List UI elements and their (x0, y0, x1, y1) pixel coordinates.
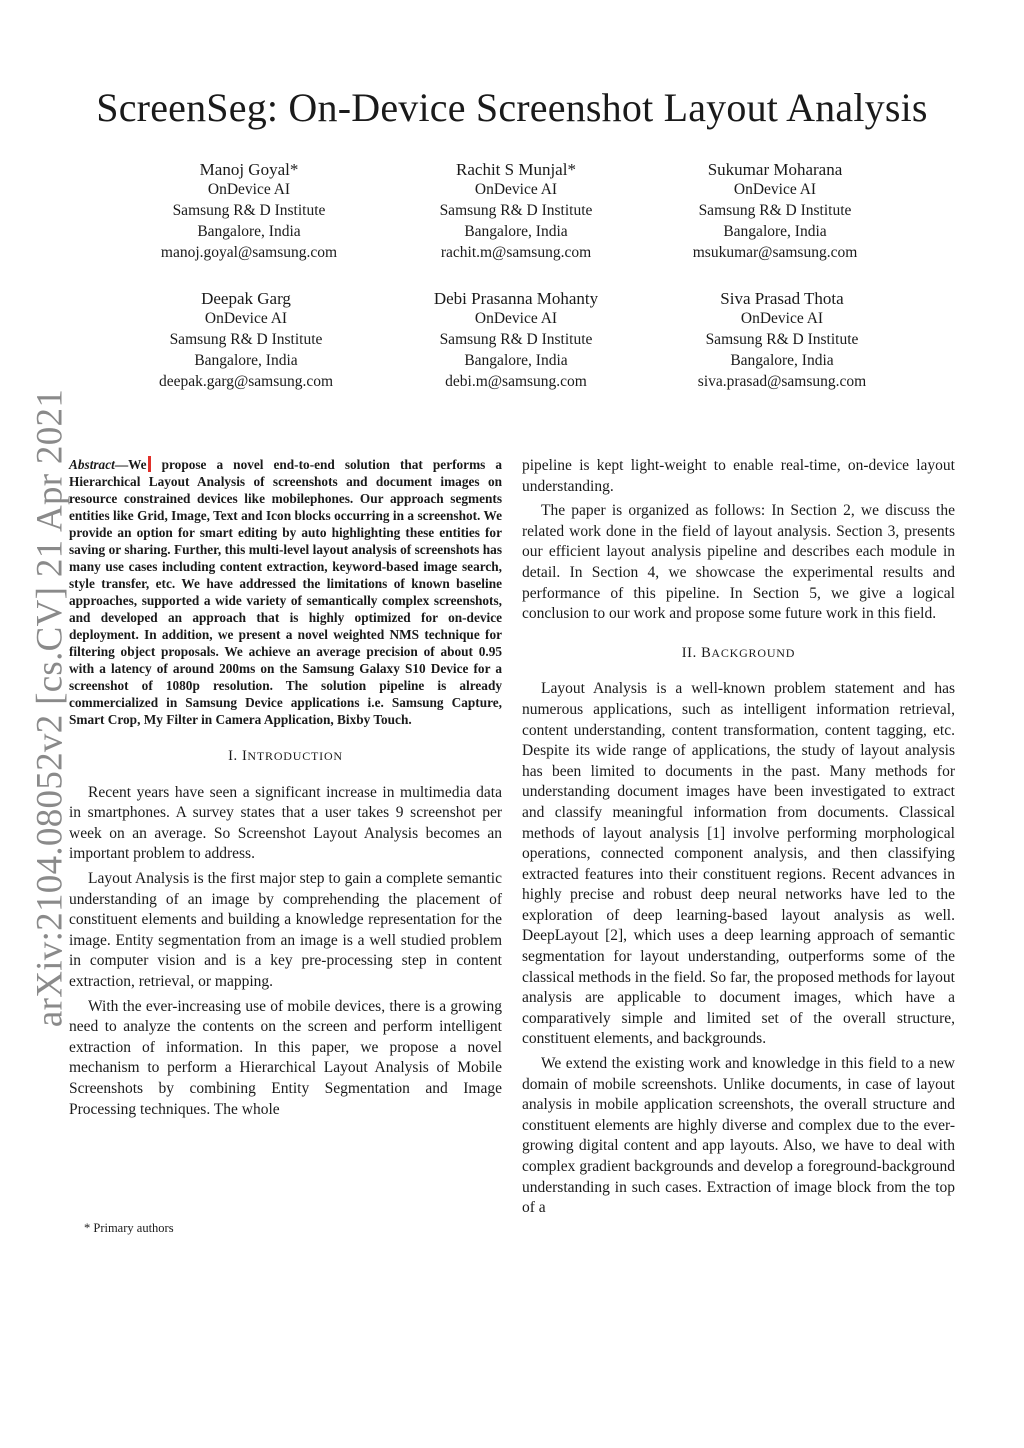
author-name: Manoj Goyal* (199, 160, 299, 179)
author-block (126, 287, 366, 392)
author-block (662, 287, 902, 392)
section-title-rest: NTRODUCTION (247, 749, 343, 763)
author-affiliation-group: OnDevice AI (207, 181, 291, 198)
author-block (396, 158, 636, 263)
author-affiliation-group: OnDevice AI (204, 310, 288, 327)
background-paragraph: Layout Analysis is a well-known problem statement and has numerous applications, such as intelligent information retrieval, content understanding, content transformation, content tagging, etc. Despite its wide range of applications, the study of layout analysis has been limited to documents in the past. Many methods for understanding document images have been investigated to extract and classify meaningful information from documents. Classical methods of layout analysis [1] involve performing morphological operations, connected component analysis, and then classifying extracted features into their constituent regions. Recent advances in highly precise and robust deep neural networks have led to the exploration of deep learning-based layout analysis as well. DeepLayout [2], which uses a deep learning approach of semantic segmentation for layout understanding, outperforms some of the classical methods in the field. So far, the proposed methods for layout analysis are applicable to document images, which have a comparatively simple and limited set of the overall structure, constituent elements, and backgrounds. (522, 680, 955, 1048)
section-heading-background (522, 643, 955, 664)
section-title-rest: ACKGROUND (711, 645, 796, 660)
abstract-label: Abstract (69, 457, 115, 472)
author-name: Debi Prasanna Mohanty (433, 289, 599, 308)
section-numeral: I. (228, 748, 238, 764)
author-email: debi.m@samsung.com (445, 373, 587, 390)
abstract-first-word: We (128, 457, 147, 472)
author-email: deepak.garg@samsung.com (158, 373, 334, 390)
footnote: * Primary authors (84, 1221, 174, 1235)
intro-paragraph: With the ever-increasing use of mobile devices, there is a growing need to analyze the contents on the screen and perform intelligent extraction of information. In this paper, we propose a novel mechanism to perform a Hierarchical Layout Analysis of Mobile Screenshots by combining Entity Segmentation and Image Processing techniques. The whole (69, 997, 502, 1118)
author-email: msukumar@samsung.com (692, 244, 858, 261)
author-block (396, 287, 636, 392)
author-institute: Samsung R& D Institute (172, 202, 326, 219)
author-institute: Samsung R& D Institute (705, 331, 859, 348)
author-location: Bangalore, India (464, 223, 568, 240)
author-location: Bangalore, India (730, 352, 834, 369)
author-location: Bangalore, India (197, 223, 301, 240)
author-affiliation-group: OnDevice AI (474, 181, 558, 198)
section-title-initial: B (701, 644, 712, 661)
section-title-initial: I (241, 748, 248, 764)
organization-paragraph: The paper is organized as follows: In Section 2, we discuss the related work done in the field of layout analysis. Section 3, presents our efficient layout analysis pipeline and describes each module in detail. In Section 4, we showcase the experimental results and performance of this pipeline. In Section 5, we give a logical conclusion to our work and propose some future work in this field. (522, 502, 955, 623)
author-location: Bangalore, India (723, 223, 827, 240)
arxiv-identifier-stamp: arXiv:2104.08052v2 [cs.CV] 21 Apr 2021 (29, 388, 71, 1028)
author-name: Sukumar Moharana (707, 160, 843, 179)
author-affiliation-group: OnDevice AI (733, 181, 817, 198)
author-institute: Samsung R& D Institute (439, 331, 593, 348)
abstract-dash: — (114, 457, 129, 472)
intro-continuation: pipeline is kept light-weight to enable real-time, on-device layout understanding. (522, 457, 955, 495)
author-affiliation-group: OnDevice AI (740, 310, 824, 327)
author-location: Bangalore, India (464, 352, 568, 369)
author-location: Bangalore, India (194, 352, 298, 369)
left-column (69, 456, 502, 1124)
author-institute: Samsung R& D Institute (698, 202, 852, 219)
abstract (69, 456, 502, 728)
intro-paragraph: Layout Analysis is the first major step to gain a complete semantic understanding of an image by comprehending the placement of constituent elements and building a knowledge representation for the image. Entity segmentation from an image is a well studied problem in computer vision and is a key pre-processing step in content extraction, retrieval, or mapping. (69, 869, 502, 990)
author-name: Deepak Garg (201, 289, 291, 308)
author-institute: Samsung R& D Institute (169, 331, 323, 348)
author-block (129, 158, 369, 263)
author-block (655, 158, 895, 263)
paper-title: ScreenSeg: On-Device Screenshot Layout Analysis (96, 85, 928, 130)
intro-paragraph: Recent years have seen a significant increase in multimedia data in smartphones. A survey states that a user takes 9 screenshot per week on an average. So Screenshot Layout Analysis becomes an important problem to address. (69, 783, 502, 863)
author-email: manoj.goyal@samsung.com (160, 244, 338, 261)
section-numeral: II. (681, 644, 697, 661)
author-email: rachit.m@samsung.com (440, 244, 592, 261)
author-email: siva.prasad@samsung.com (697, 373, 867, 390)
right-column (522, 456, 955, 1223)
section-heading-introduction (69, 746, 502, 767)
author-institute: Samsung R& D Institute (439, 202, 593, 219)
text-cursor-marker (148, 456, 151, 472)
author-name: Rachit S Munjal* (456, 160, 576, 179)
author-affiliation-group: OnDevice AI (474, 310, 558, 327)
abstract-text: propose a novel end-to-end solution that performs a Hierarchical Layout Analysis of screenshots and document images on resource constrained devices like mobilephones. Our approach segments entities like Grid, Image, Text and Icon blocks occurring in a screenshot. We provide an option for smart editing by auto highlighting these entities for saving or sharing. Further, this multi-level layout analysis of screenshots has many use cases including content extraction, keyword-based image search, style transfer, etc. We have addressed the limitations of known baseline approaches, supported a wide variety of semantically complex screenshots, and developed an approach that is highly optimized for on-device deployment. In addition, we present a novel weighted NMS technique for filtering object proposals. We achieve an average precision of about 0.95 with a latency of around 200ms on the Samsung Galaxy S10 Device for a screenshot of 1080p resolution. The solution pipeline is already commercialized in Samsung Device applications i.e. Samsung Capture, Smart Crop, My Filter in Camera Application, Bixby Touch. (69, 457, 503, 727)
background-paragraph: We extend the existing work and knowledge in this field to a new domain of mobile screenshots. Unlike documents, in case of layout analysis in mobile application screenshots, the overall structure and constituent elements are highly diverse and complex due to the ever-growing digital content and app layouts. Also, we have to deal with complex gradient backgrounds and develop a foreground-background understanding in such cases. Extraction of image block from the top of a (522, 1055, 955, 1217)
author-name: Siva Prasad Thota (720, 289, 844, 308)
